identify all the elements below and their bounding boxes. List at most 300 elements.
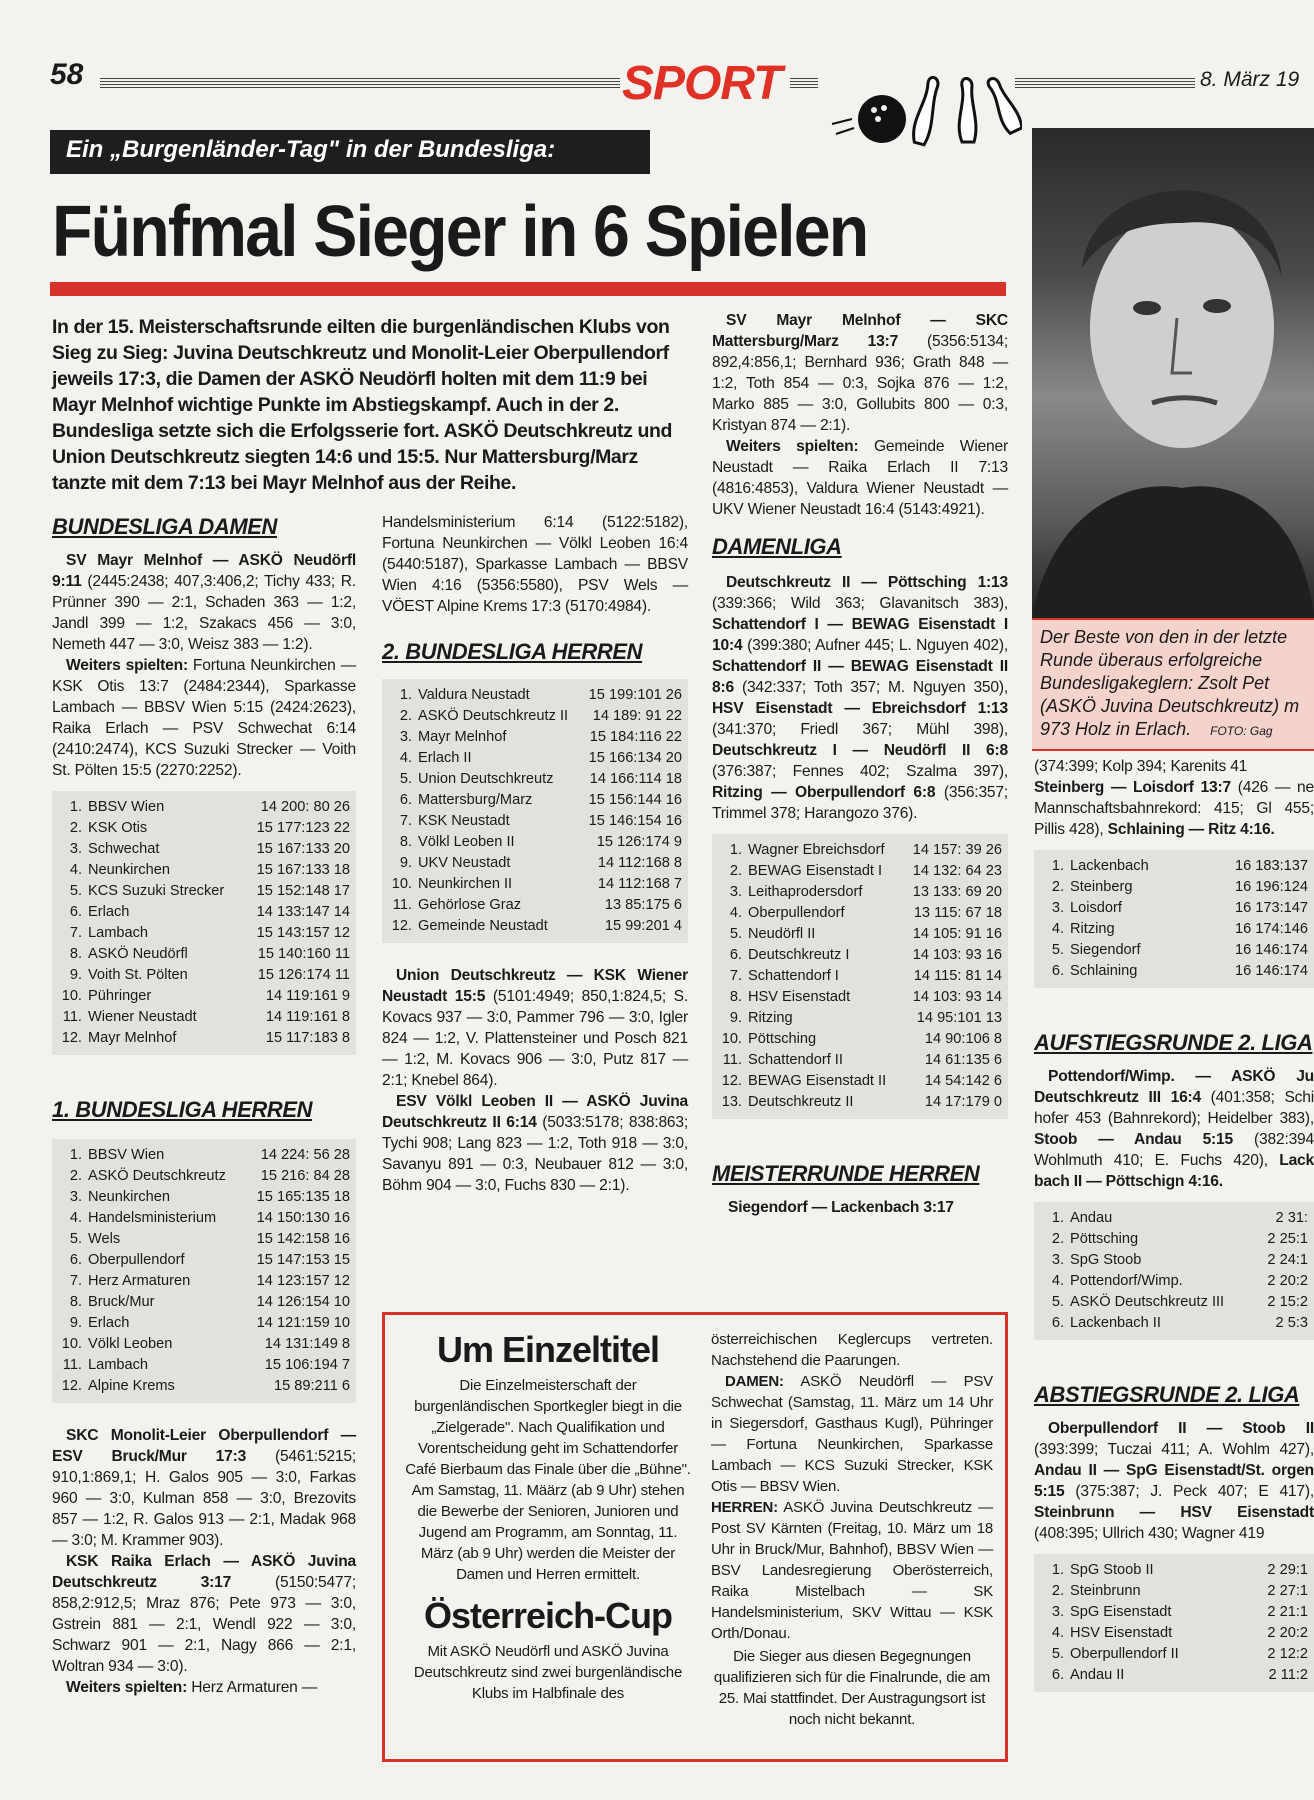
table-rank: 3. [69,841,82,857]
article-headline: Fünfmal Sieger in 6 Spielen [52,192,868,272]
table-team: Neunkirchen [88,1189,170,1205]
table-team: ASKÖ Deutschkreutz III [1070,1294,1225,1310]
table-rank: 2. [69,820,82,836]
box-cup-herren [711,1497,993,1644]
table-stats: 15 152:148 17 [256,883,350,899]
table-rank: 9. [69,967,82,983]
aufstieg-results [1034,1066,1314,1192]
table-rank: 8. [399,834,412,850]
table-row [718,987,1002,1008]
table-team: Mayr Melnhof [418,729,507,745]
table-rank: 10. [61,1336,82,1352]
table-rank: 4. [1051,921,1064,937]
table-row [58,797,350,818]
table-rank: 4. [1051,1625,1064,1641]
table-row [58,1229,350,1250]
table-rank: 5. [69,883,82,899]
table-row [58,839,350,860]
table-team: Steinberg [1070,879,1133,895]
table-stats: 2 25:1 [1267,1231,1308,1247]
table-team: Lackenbach II [1070,1315,1161,1331]
info-box-right-column [711,1329,993,1730]
match-details: (401:358; Schi hofer 453 (Bahnrekord); Heidelber 383), [1034,1089,1314,1127]
table-team: Loisdorf [1070,900,1122,916]
table-row [718,1029,1002,1050]
table-team: Pottendorf/Wimp. [1070,1273,1183,1289]
match-details: (2445:2438; 407,3:406,2; Tichy 433; R. Prünner 390 — 2:1, Schaden 363 — 1:2, Jandl 399 — 1:2, Szakacs 456 — 3:0, Nemeth 447 — 3:0, Weisz 383 — 1:2). [52,573,356,653]
table-row [1040,1271,1308,1292]
table-rank: 4. [399,750,412,766]
table-stats: 15 143:157 12 [256,925,350,941]
table-stats: 13 85:175 6 [604,897,682,913]
table-rank: 2. [69,1168,82,1184]
match-report-union-deutschkreutz [382,965,688,1091]
table-stats: 14 112:168 7 [597,876,682,892]
table-rank: 7. [69,1273,82,1289]
table-team: SpG Eisenstadt [1070,1604,1172,1620]
table-rank: 4. [729,905,742,921]
table-row [58,1187,350,1208]
table-stats: 14 166:114 18 [589,771,682,787]
table-stats: 14 121:159 10 [256,1315,350,1331]
table-rank: 2. [399,708,412,724]
table-stats: 14 200: 80 26 [260,799,350,815]
table-stats: 16 146:174 [1234,963,1308,979]
table-rank: 10. [391,876,412,892]
table-team: ASKÖ Deutschkreutz [88,1168,226,1184]
table-team: Oberpullendorf [88,1252,185,1268]
meisterrunde-result: Siegendorf — Lackenbach 3:17 [728,1199,954,1216]
table-row [58,1208,350,1229]
section-heading-damenliga: DAMENLIGA [712,534,842,559]
table-stats: 2 24:1 [1267,1252,1308,1268]
table-row [58,1007,350,1028]
table-stats: 2 29:1 [1267,1562,1308,1578]
match-details: (393:399; Tuczai 411; A. Wohlm 427), [1034,1441,1314,1458]
table-team: Neunkirchen II [418,876,513,892]
table-row [1040,1292,1308,1313]
match-details: (399:380; Aufner 445; L. Nguyen 402), [742,637,1008,654]
table-team: Schattendorf II [748,1052,843,1068]
bowling-pins-icon [812,64,1022,154]
table-row [1040,940,1308,961]
other-results-label: Weiters spielten: [66,657,188,674]
table-stats: 14 54:142 6 [924,1073,1002,1089]
table-row [1040,1581,1308,1602]
table-team: Oberpullendorf [748,905,845,921]
table-row [718,966,1002,987]
table-stats: 15 146:154 16 [588,813,682,829]
table-team: BEWAG Eisenstadt I [748,863,883,879]
match-details: (341:370; Friedl 367; Mühl 398), [712,721,1008,738]
page-number: 58 [50,58,84,91]
table-rank: 2. [1051,1583,1064,1599]
table-rank: 6. [69,1252,82,1268]
table-rank: 9. [729,1010,742,1026]
table-row [1040,1560,1308,1581]
table-rank: 11. [722,1052,742,1068]
match-title: SV Mayr Melnhof — ASKÖ Neudörfl 9:11 [52,552,356,590]
table-row [1040,961,1308,982]
match-title: Deutschkreutz I — Neudörfl II 6:8 [712,742,1008,759]
other-results-herren1 [52,1677,356,1698]
table-row [1040,1665,1308,1686]
table-row [388,790,682,811]
table-stats: 15 184:116 22 [589,729,682,745]
table-row [58,1313,350,1334]
match-details: (376:387; Fennes 402; Szalma 397), [712,763,1008,780]
table-stats: 15 142:158 16 [256,1231,350,1247]
table-row [1040,1313,1308,1334]
table-team: Pöttsching [748,1031,817,1047]
table-stats: 14 103: 93 14 [912,989,1002,1005]
table-row [58,818,350,839]
table-stats: 15 126:174 11 [257,967,350,983]
table-row [718,1008,1002,1029]
table-row [58,1355,350,1376]
table-team: Handelsministerium [88,1210,217,1226]
table-rank: 4. [69,862,82,878]
standings-table-meisterrunde [1034,850,1314,988]
table-stats: 15 147:153 15 [256,1252,350,1268]
article-kicker: Ein „Burgenländer-Tag" in der Bundesliga: [50,130,650,174]
match-details: (356:357; Trimmel 378; Harangozo 376). [712,784,1008,822]
table-row [58,1271,350,1292]
table-rank: 3. [1051,900,1064,916]
portrait-image [1032,128,1314,618]
table-stats: 2 21:1 [1267,1604,1308,1620]
match-report-erlach [52,1551,356,1677]
table-rank: 9. [69,1315,82,1331]
match-title: Stoob — Andau 5:15 [1034,1131,1233,1148]
table-team: Union Deutschkreutz [418,771,554,787]
table-stats: 2 27:1 [1267,1583,1308,1599]
table-rank: 12. [721,1073,742,1089]
table-row [718,1050,1002,1071]
match-title: Lack bach II — Pöttschign 4:16. [1034,1152,1314,1190]
table-rank: 4. [1051,1273,1064,1289]
table-stats: 2 11:2 [1268,1667,1308,1683]
table-stats: 15 89:211 6 [273,1378,350,1394]
info-box-left-column [403,1329,693,1704]
photo-caption [1032,618,1314,751]
match-details: (5356:5134; 892,4:856,1; Bernhard 936; Grath 848 — 1:2, Toth 854 — 0:3, Sojka 876 — 1:2, Marko 885 — 3:0, Gollubits 800 — 0:3, Kristyan 874 — 2:1). [712,333,1009,434]
table-row [1040,1623,1308,1644]
table-rank: 11. [62,1357,82,1373]
table-stats: 15 126:174 9 [596,834,682,850]
table-row [1040,898,1308,919]
standings-table-aufstiegsrunde [1034,1202,1314,1340]
table-rank: 8. [729,989,742,1005]
table-stats: 14 61:135 6 [924,1052,1002,1068]
box-text-finale: Die Sieger aus diesen Begegnungen qualifizieren sich für die Finalrunde, die am 25. Mai stattfindet. Der Austragungsort ist noch nicht bekannt. [713,1648,991,1728]
box-text-cup-intro: Mit ASKÖ Neudörfl und ASKÖ Juvina Deutschkreutz sind zwei burgenländische Klubs im Halbfinale des [413,1643,683,1702]
table-stats: 2 20:2 [1267,1625,1308,1641]
match-title: Deutschkreutz II — Pöttsching 1:13 [726,574,1008,591]
table-stats: 13 133: 69 20 [912,884,1002,900]
standings-table-herren1 [52,1139,356,1403]
table-rank: 1. [69,799,82,815]
match-report-mayr-melnhof [712,310,1008,436]
table-row [388,916,682,937]
table-rank: 6. [1051,963,1064,979]
table-stats: 15 199:101 26 [588,687,682,703]
table-team: Pühringer [88,988,152,1004]
table-row [718,861,1002,882]
abstieg-results [1034,1418,1314,1544]
table-rank: 10. [61,988,82,1004]
match-title: Ritzing — Oberpullendorf 6:8 [712,784,936,801]
table-team: Gehörlose Graz [418,897,522,913]
table-stats: 15 156:144 16 [588,792,682,808]
table-rank: 3. [729,884,742,900]
other-results-text: Fortuna Neunkirchen — KSK Otis 13:7 (2484:2344), Sparkasse Lambach — BBSV Wien 5:15 (2424:2623), Raika Erlach — PSV Schwechat 6:14 (2410:2474), KCS Suzuki Strecker — Voith St. Pölten 15:5 (2270:2252). [52,657,356,779]
table-row [1040,919,1308,940]
table-stats: 14 133:147 14 [256,904,350,920]
table-row [58,944,350,965]
table-stats: 14 132: 64 23 [912,863,1002,879]
table-row [58,923,350,944]
table-team: Schattendorf I [748,968,839,984]
table-team: Wiener Neustadt [88,1009,197,1025]
other-results-text: Herz Armaturen — [187,1679,318,1696]
match-details: (408:395; Ullrich 430; Wagner 419 [1034,1525,1265,1542]
table-team: BBSV Wien [88,799,165,815]
table-stats: 14 119:161 9 [265,988,350,1004]
table-stats: 14 123:157 12 [256,1273,350,1289]
table-rank: 12. [61,1378,82,1394]
match-details: (342:337; Toth 357; M. Nguyen 350), [733,679,1008,696]
table-stats: 15 166:134 20 [588,750,682,766]
table-row [718,945,1002,966]
table-team: Andau II [1070,1667,1125,1683]
standings-table-damen [52,791,356,1055]
column-3 [712,310,1008,1218]
table-stats: 14 103: 93 16 [912,947,1002,963]
table-row [388,685,682,706]
match-report-oberpullendorf [52,1425,356,1551]
match-title: Schlaining — Ritz 4:16. [1107,821,1275,838]
section-heading-meisterrunde: MEISTERRUNDE HERREN [712,1161,980,1186]
table-rank: 3. [1051,1252,1064,1268]
match-title: Union Deutschkreutz — KSK Wiener Neustadt 15:5 [382,967,688,1005]
table-stats: 2 5:3 [1275,1315,1308,1331]
table-rank: 1. [729,842,742,858]
match-title: Schattendorf II — BEWAG Eisenstadt II 8:6 [712,658,1008,696]
table-rank: 5. [1051,942,1064,958]
table-team: HSV Eisenstadt [748,989,851,1005]
match-details: (382:394 Wohlmuth 410; E. Fuchs 420), [1034,1131,1314,1169]
section-heading-1-bundesliga-herren: 1. BUNDESLIGA HERREN [52,1097,313,1122]
cup-damen-text: ASKÖ Neudörfl — PSV Schwechat (Samstag, 11. März um 14 Uhr in Siegersdorf, Gasthaus Kugl), Pühringer — Fortuna Neunkirchen, Sparkasse Lambach — KCS Suzuki Strecker, KSK Otis — BBSV Wien. [711,1373,993,1495]
match-report-damen [52,550,356,655]
table-stats: 14 105: 91 16 [912,926,1002,942]
table-team: Pöttsching [1070,1231,1139,1247]
meister-results [1034,777,1314,840]
table-stats: 2 15:2 [1267,1294,1308,1310]
table-row [388,727,682,748]
match-details: (5461:5215; 910,1:869,1; H. Galos 905 — 3:0, Farkas 960 — 3:0, Kulman 858 — 3:0, Brezovits 857 — 1:2, R. Galos 913 — 2:1, Madak 968 — 3:0; M. Krammer 903). [52,1448,356,1549]
other-results-herren2 [712,436,1008,520]
table-team: Deutschkreutz I [748,947,850,963]
table-team: KSK Otis [88,820,148,836]
section-heading-abstiegsrunde: ABSTIEGSRUNDE 2. LIGA [1034,1382,1300,1407]
column-1 [52,514,356,1698]
table-stats: 16 173:147 [1234,900,1308,916]
match-details: (5033:5178; 838:863; Tychi 908; Lang 823 — 1:2, Toth 918 — 3:0, Savanyu 891 — 0:3, Neubauer 812 — 3:0, Böhm 904 — 3:0, Fuchs 830 — 2:1). [382,1114,689,1194]
table-stats: 15 140:160 11 [257,946,350,962]
table-stats: 16 146:174 [1234,942,1308,958]
table-row [388,895,682,916]
standings-table-abstiegsrunde [1034,1554,1314,1692]
table-row [58,965,350,986]
table-stats: 14 112:168 8 [597,855,682,871]
headline-underline [50,282,1006,296]
match-title: Steinberg — Loisdorf 13:7 [1034,779,1231,796]
table-rank: 7. [729,968,742,984]
table-team: BBSV Wien [88,1147,165,1163]
table-team: Mattersburg/Marz [418,792,533,808]
table-row [58,1376,350,1397]
table-stats: 2 20:2 [1267,1273,1308,1289]
table-row [58,1166,350,1187]
table-rank: 4. [69,1210,82,1226]
table-row [1040,1250,1308,1271]
match-details: (5101:4949; 850,1:824,5; S. Kovacs 937 — 3:0, Pammer 796 — 3:0, Igler 824 — 1:2, V. Plattensteiner und Posch 821 — 1:2, M. Kovacs 906 — 3:0, Putz 817 — 2:1; Knebel 864). [382,988,688,1089]
table-team: Ritzing [748,1010,793,1026]
table-team: Ritzing [1070,921,1115,937]
table-row [718,903,1002,924]
table-rank: 5. [1051,1646,1064,1662]
table-team: Voith St. Pölten [88,967,188,983]
table-rank: 8. [69,1294,82,1310]
table-stats: 14 17:179 0 [924,1094,1002,1110]
table-stats: 16 183:137 [1234,858,1308,874]
table-team: UKV Neustadt [418,855,511,871]
table-row [58,1028,350,1049]
table-row [388,706,682,727]
player-photo [1032,128,1314,618]
table-stats: 2 12:2 [1267,1646,1308,1662]
table-team: Lambach [88,925,149,941]
match-title: SKC Monolit-Leier Oberpullendorf — ESV Bruck/Mur 17:3 [52,1427,356,1465]
table-team: Valdura Neustadt [418,687,530,703]
cup-herren-text: ASKÖ Juvina Deutschkreutz — Post SV Kärnten (Freitag, 10. März um 18 Uhr in Bruck/Mur, Bahnhof), BBSV Wien — BSV Landesregierung Oberösterreich, Raika Mistelbach — SK Handelsministerium, SKV Wittau — KSK Orth/Donau. [711,1499,993,1642]
table-rank: 10. [721,1031,742,1047]
table-row [388,748,682,769]
table-team: Erlach [88,1315,130,1331]
table-rank: 3. [399,729,412,745]
match-details: (5150:5477; 858,2:912,5; Mraz 876; Pete 973 — 3:0, Gstrein 881 — 2:1, Wendl 922 — 3:0, Schwarz 901 — 2:1, Nagy 866 — 2:1, Woltran 934 — 3:0). [52,1574,356,1675]
table-team: Neudörfl II [748,926,816,942]
table-team: Schwechat [88,841,160,857]
table-row [1040,1208,1308,1229]
table-rank: 6. [1051,1315,1064,1331]
table-team: SpG Stoob II [1070,1562,1154,1578]
table-rank: 2. [729,863,742,879]
table-row [1040,856,1308,877]
table-team: Andau [1070,1210,1113,1226]
table-stats: 15 216: 84 28 [260,1168,350,1184]
other-results-damen [52,655,356,781]
table-team: Siegendorf [1070,942,1141,958]
table-stats: 14 115: 81 14 [913,968,1002,984]
info-box-einzeltitel [382,1312,1008,1762]
caption-text: Der Beste von den in der letzte Runde überaus erfolgreiche Bundesligakeglern: Zsolt Pet (ASKÖ Juvina Deutschkreutz) m 973 Holz in Erlach. [1040,627,1300,739]
table-team: KCS Suzuki Strecker [88,883,225,899]
table-stats: 14 189: 91 22 [592,708,682,724]
table-rank: 11. [392,897,412,913]
match-title: SV Mayr Melnhof — SKC Mattersburg/Marz 13:7 [712,312,1008,350]
damenliga-results [712,572,1008,824]
table-rank: 5. [1051,1294,1064,1310]
table-row [388,874,682,895]
table-rank: 11. [62,1009,82,1025]
standings-table-herren2 [382,679,688,943]
table-row [388,811,682,832]
match-title: HSV Eisenstadt — Ebreichsdorf 1:13 [712,700,1008,717]
table-rank: 6. [69,904,82,920]
table-team: Leithaprodersdorf [748,884,863,900]
table-rank: 12. [391,918,412,934]
section-heading-2-bundesliga-herren: 2. BUNDESLIGA HERREN [382,639,643,664]
match-details: (339:366; Wild 363; Glavanitsch 383), [712,595,1008,612]
table-row [388,769,682,790]
table-rank: 1. [1051,858,1064,874]
table-stats: 15 167:133 18 [256,862,350,878]
table-row [718,1071,1002,1092]
table-rank: 7. [399,813,412,829]
table-row [718,1092,1002,1113]
header-rule-left [100,76,620,88]
table-rank: 8. [69,946,82,962]
table-team: Oberpullendorf II [1070,1646,1179,1662]
table-team: Völkl Leoben [88,1336,173,1352]
table-stats: 15 99:201 4 [604,918,682,934]
table-team: SpG Stoob [1070,1252,1142,1268]
table-row [388,853,682,874]
table-row [58,986,350,1007]
table-row [58,1334,350,1355]
table-team: ASKÖ Deutschkreutz II [418,708,569,724]
table-stats: 14 119:161 8 [265,1009,350,1025]
match-title: Schattendorf I — BEWAG Eisenstadt I 10:4 [712,616,1008,654]
table-stats: 15 117:183 8 [265,1030,350,1046]
table-rank: 9. [399,855,412,871]
match-title: ESV Völkl Leoben II — ASKÖ Juvina Deutschkreutz II 6:14 [382,1093,688,1131]
table-rank: 3. [69,1189,82,1205]
issue-date: 8. März 19 [1200,68,1300,91]
table-team: Neunkirchen [88,862,170,878]
table-stats: 15 177:123 22 [256,820,350,836]
box-text-cup-continued: österreichischen Keglercups vertreten. Nachstehend die Paarungen. [711,1331,993,1369]
table-rank: 1. [69,1147,82,1163]
table-stats: 14 224: 56 28 [260,1147,350,1163]
table-row [58,902,350,923]
results-continued: (374:399; Kolp 394; Karenits 41 [1034,758,1248,775]
table-stats: 2 31: [1275,1210,1308,1226]
section-title: SPORT [622,57,782,110]
table-stats: 14 157: 39 26 [912,842,1002,858]
match-title: Pottendorf/Wimp. — ASKÖ Ju Deutschkreutz III 16:4 [1034,1068,1314,1106]
table-stats: 14 150:130 16 [256,1210,350,1226]
table-rank: 6. [1051,1667,1064,1683]
table-team: Lambach [88,1357,149,1373]
cup-damen-label: DAMEN: [725,1373,784,1390]
other-results-label: Weiters spielten: [726,438,859,455]
table-team: Wels [88,1231,121,1247]
table-rank: 1. [1051,1562,1064,1578]
